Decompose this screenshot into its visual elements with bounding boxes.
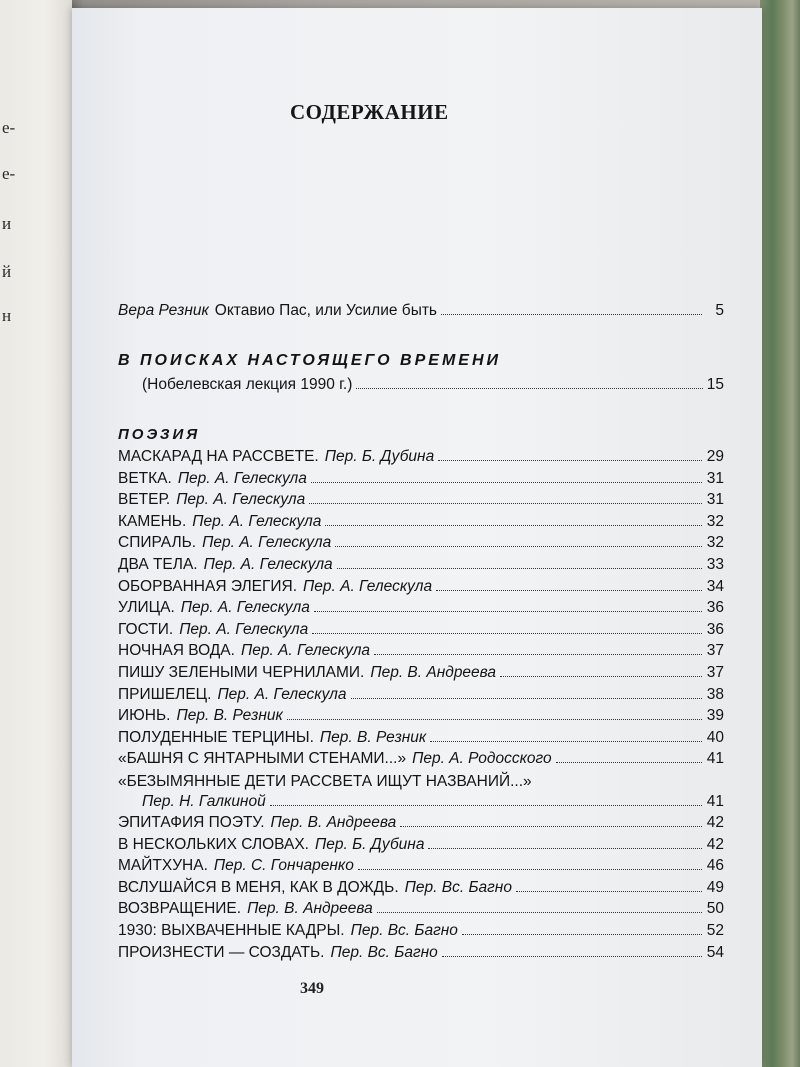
section-title-poetry: ПОЭЗИЯ xyxy=(118,426,201,443)
toc-entry xyxy=(118,448,724,470)
toc-entry xyxy=(118,513,724,535)
left-page-edge xyxy=(0,0,72,1067)
entry-title: СПИРАЛЬ. xyxy=(118,534,197,552)
dot-leader xyxy=(287,718,702,720)
page-ref: 36 xyxy=(706,620,724,638)
page-ref: 37 xyxy=(706,642,724,660)
entry-translator: Пер. В. Андреева xyxy=(270,814,397,831)
entry-translator: Пер. А. Гелескула xyxy=(176,491,306,509)
dot-leader xyxy=(351,697,702,699)
page-ref: 54 xyxy=(706,943,724,961)
dot-leader xyxy=(462,933,702,935)
entry-title: ПРИШЕЛЕЦ. xyxy=(118,685,212,703)
entry-translator: Пер. В. Андреева xyxy=(370,664,497,681)
dot-leader xyxy=(358,868,702,870)
page-ref: 42 xyxy=(706,814,724,831)
dot-leader xyxy=(377,911,702,913)
toc-entry xyxy=(118,922,724,944)
dot-leader xyxy=(436,589,702,591)
toc-entry xyxy=(118,621,724,643)
entry-title: МАСКАРАД НА РАССВЕТЕ. xyxy=(118,448,319,465)
page-ref: 15 xyxy=(706,376,724,393)
toc-entry-long xyxy=(118,773,724,795)
entry-translator: Пер. В. Андреева xyxy=(247,900,373,918)
left-text-fragment: е- xyxy=(2,164,16,183)
entry-title: КАМЕНЬ. xyxy=(118,512,187,530)
dot-leader xyxy=(438,459,702,461)
page-ref: 5 xyxy=(715,302,724,319)
left-text-fragment: и xyxy=(2,214,12,233)
left-text-fragment: й xyxy=(2,262,12,281)
dot-leader xyxy=(314,610,702,612)
dot-leader xyxy=(337,567,702,569)
toc-entry xyxy=(118,750,724,772)
page-ref: 34 xyxy=(706,577,724,595)
entry-title: МАЙТХУНА. xyxy=(118,857,208,875)
dot-leader xyxy=(374,653,702,655)
page-ref: 38 xyxy=(706,685,724,703)
toc-entry xyxy=(118,491,724,513)
page-ref: 32 xyxy=(706,534,724,552)
toc-entry xyxy=(118,642,724,664)
page-ref: 41 xyxy=(706,793,724,810)
entry-translator: Пер. Вс. Багно xyxy=(350,922,458,939)
section-title: В ПОИСКАХ НАСТОЯЩЕГО ВРЕМЕНИ xyxy=(118,352,502,369)
entry-translator: Пер. Н. Галкиной xyxy=(142,793,266,810)
entry-title: ВЕТЕР. xyxy=(118,491,171,509)
toc-entry xyxy=(118,879,724,901)
entry-title: ЭПИТАФИЯ ПОЭТУ. xyxy=(118,814,265,831)
dot-leader xyxy=(556,761,702,763)
entry-translator: Пер. А. Гелескула xyxy=(180,599,310,617)
dot-leader xyxy=(428,847,702,849)
entry-title: «БЕЗЫМЯННЫЕ ДЕТИ РАССВЕТА ИЩУТ НАЗВАНИЙ...» xyxy=(118,773,532,790)
page-ref: 31 xyxy=(706,491,724,509)
entry-title: ВСЛУШАЙСЯ В МЕНЯ, КАК В ДОЖДЬ. xyxy=(118,878,399,896)
left-text-fragment: е- xyxy=(2,118,16,137)
page-ref: 37 xyxy=(706,664,724,681)
page-ref: 41 xyxy=(706,750,724,768)
entry-title: ДВА ТЕЛА. xyxy=(118,556,198,573)
entry-title: В НЕСКОЛЬКИХ СЛОВАХ. xyxy=(118,835,309,853)
book-cover-edge xyxy=(760,0,800,1067)
dot-leader xyxy=(500,675,702,677)
dot-leader xyxy=(400,825,702,827)
left-text-fragment: н xyxy=(2,306,12,325)
toc-entry xyxy=(118,729,724,751)
toc-entry xyxy=(118,664,724,686)
entry-title: «БАШНЯ С ЯНТАРНЫМИ СТЕНАМИ...» xyxy=(118,750,407,768)
page-ref: 29 xyxy=(706,448,724,465)
entry-title: 1930: ВЫХВАЧЕННЫЕ КАДРЫ. xyxy=(118,922,345,939)
entry-translator: Пер. Б. Дубина xyxy=(324,448,435,465)
entry-translator: Пер. А. Гелескула xyxy=(217,685,347,703)
dot-leader xyxy=(442,955,702,957)
toc-entry xyxy=(118,900,724,922)
page-ref: 32 xyxy=(706,512,724,530)
toc-entry xyxy=(118,836,724,858)
toc-entry xyxy=(118,814,724,836)
entry-translator: Пер. А. Гелескула xyxy=(192,512,322,530)
toc-entry xyxy=(118,857,724,879)
toc-entry xyxy=(118,686,724,708)
entry-translator: Пер. А. Гелескула xyxy=(240,642,371,660)
page-ref: 39 xyxy=(706,707,724,725)
dot-leader xyxy=(311,481,702,483)
toc-entry-intro xyxy=(118,302,724,324)
dot-leader xyxy=(335,545,702,547)
dot-leader xyxy=(356,388,702,389)
dot-leader xyxy=(516,890,702,892)
entry-title: ИЮНЬ. xyxy=(118,707,171,725)
entry-translator: Пер. А. Гелескула xyxy=(303,577,433,595)
page-ref: 52 xyxy=(706,922,724,939)
page-number: 349 xyxy=(300,980,324,997)
toc-entry xyxy=(118,707,724,729)
toc-entry xyxy=(118,578,724,600)
entry-translator: Пер. Б. Дубина xyxy=(314,835,425,853)
entry-translator: Пер. А. Гелескула xyxy=(177,469,307,487)
intro-author: Вера Резник xyxy=(118,302,209,319)
page-ref: 50 xyxy=(706,900,724,918)
toc-entry xyxy=(118,534,724,556)
section-subtitle: (Нобелевская лекция 1990 г.) xyxy=(142,376,353,393)
toc-entry xyxy=(118,599,724,621)
entry-title: УЛИЦА. xyxy=(118,599,175,617)
toc-entry-long-cont xyxy=(118,793,724,815)
entry-translator: Пер. С. Гончаренко xyxy=(213,857,354,875)
dot-leader xyxy=(270,804,702,806)
entry-title: ПОЛУДЕННЫЕ ТЕРЦИНЫ. xyxy=(118,728,314,746)
entry-translator: Пер. Вс. Багно xyxy=(404,878,512,896)
entry-title: ГОСТИ. xyxy=(118,620,174,638)
dot-leader xyxy=(309,502,702,504)
entry-title: НОЧНАЯ ВОДА. xyxy=(118,642,235,660)
dot-leader xyxy=(441,313,702,315)
toc-entry xyxy=(118,470,724,492)
entry-translator: Пер. А. Гелескула xyxy=(179,620,309,638)
entry-title: ПРОИЗНЕСТИ — СОЗДАТЬ. xyxy=(118,943,325,961)
toc-entry xyxy=(118,944,724,966)
section-subtitle-row xyxy=(142,376,724,394)
page-ref: 46 xyxy=(706,857,724,875)
entry-title: ОБОРВАННАЯ ЭЛЕГИЯ. xyxy=(118,577,298,595)
page-ref: 36 xyxy=(706,599,724,617)
toc-entry xyxy=(118,556,724,578)
entry-translator: Пер. А. Родосского xyxy=(412,750,552,768)
page-heading: СОДЕРЖАНИЕ xyxy=(290,100,449,124)
intro-title: Октавио Пас, или Усилие быть xyxy=(214,302,438,319)
page-ref: 40 xyxy=(706,728,724,746)
entry-translator: Пер. А. Гелескула xyxy=(203,556,333,573)
page-ref: 42 xyxy=(706,835,724,853)
entry-title: ПИШУ ЗЕЛЕНЫМИ ЧЕРНИЛАМИ. xyxy=(118,664,365,681)
page-ref: 49 xyxy=(706,878,724,896)
entry-translator: Пер. В. Резник xyxy=(176,707,283,725)
entry-translator: Пер. А. Гелескула xyxy=(202,534,332,552)
dot-leader xyxy=(325,524,702,526)
dot-leader xyxy=(430,740,702,742)
page-ref: 31 xyxy=(706,469,724,487)
entry-title: ВОЗВРАЩЕНИЕ. xyxy=(118,900,242,918)
entry-translator: Пер. В. Резник xyxy=(319,728,427,746)
entry-translator: Пер. Вс. Багно xyxy=(330,943,438,961)
contents-page xyxy=(72,8,762,1067)
page-ref: 33 xyxy=(706,556,724,573)
dot-leader xyxy=(312,632,702,634)
entry-title: ВЕТКА. xyxy=(118,469,172,487)
